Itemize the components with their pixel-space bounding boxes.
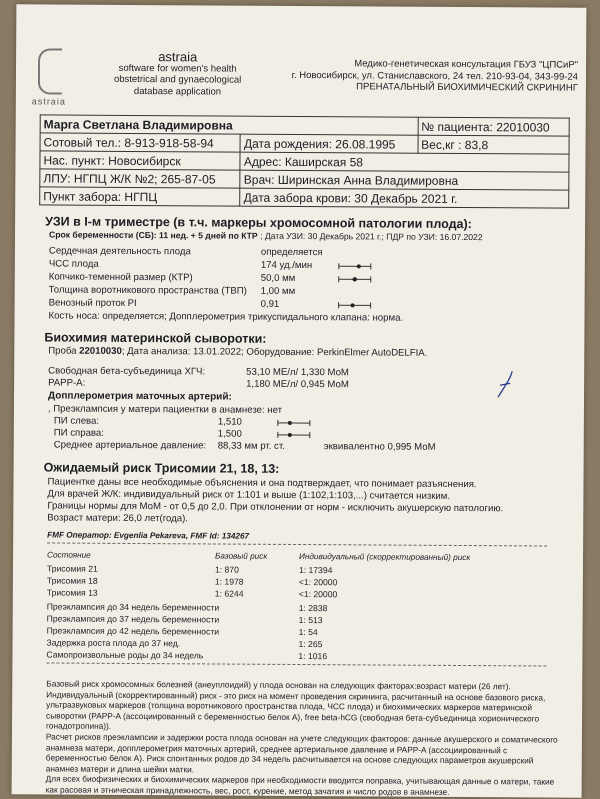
- astraia-logo: [30, 44, 94, 110]
- range-marker-icon: [337, 262, 373, 270]
- patient-info-table: [39, 114, 570, 208]
- lab-name: Медико-генетическая консультация ГБУЗ "ЦПСиР": [354, 58, 579, 71]
- risk-col-header: Индивидуальный (скорректированный) риск: [299, 552, 471, 563]
- patient-number: № пациента: 22010030: [418, 117, 570, 136]
- biochem-title: Биохимия материнской сыворотки:: [44, 330, 267, 346]
- risk-base: 1: 870: [214, 564, 239, 575]
- biochem-label: Свободная бета-субъединица ХГЧ:: [48, 365, 206, 378]
- doppler-anamnesis: , Преэклампсия у матери пациентки в анамнезе: нет: [47, 403, 283, 416]
- patient-city: Нас. пункт: Новосибирск: [40, 151, 241, 170]
- term-details: ; Дата УЗИ: 30 Декабрь 2021 г.; ПДР по УЗИ: 16.07.2022: [257, 230, 483, 243]
- risk-individual: 1: 54: [298, 627, 318, 638]
- risk-individual: 1: 17394: [298, 565, 333, 576]
- doppler-value: 1,500: [217, 428, 242, 440]
- pregnancy-term: [49, 229, 483, 242]
- risk-title: Ожидаемый риск Трисомии 21, 18, 13:: [43, 460, 280, 476]
- risk-text: Пациентке даны все необходимые объяснения и она подтверждает, что понимает разъяснения.: [47, 476, 477, 491]
- risk-col-header: Состояние: [47, 550, 91, 560]
- pressure-equivalent: эквивалентно 0,995 МоМ: [323, 441, 436, 453]
- term-label: Срок беременности (СБ): 11 нед. + 5 дней по КТР: [48, 229, 258, 241]
- range-marker-icon: [337, 275, 373, 283]
- us-label: Толщина воротникового пространства (ТВП): [48, 284, 247, 297]
- us-label: Копчико-теменной размер (КТР): [48, 271, 193, 284]
- us-value: 174 уд./мин: [260, 259, 313, 272]
- doppler-value: 1,510: [217, 416, 242, 428]
- doppler-label: ПИ справа:: [53, 427, 104, 439]
- us-value: определяется: [260, 246, 323, 259]
- us-value: 1,00 мм: [260, 285, 296, 297]
- brand-name: astraia: [158, 49, 198, 65]
- patient-address: Адрес: Каширская 58: [240, 152, 569, 172]
- pressure-value: 88,33 мм рт. ст.: [217, 440, 285, 452]
- risk-condition: Преэклампсия до 37 недель беременности: [46, 613, 220, 625]
- ultrasound-title: УЗИ в I-м триместре (в т.ч. маркеры хромосомной патологии плода):: [45, 214, 472, 232]
- tagline-line: software for women's health: [118, 62, 237, 75]
- risk-condition: Трисомия 18: [46, 575, 98, 586]
- sampling-point: Пункт забора: НГПЦ: [40, 187, 241, 206]
- risk-condition: Самопроизвольные роды до 34 недель: [46, 649, 204, 661]
- risk-text: Возраст матери: 26,0 лет(года).: [47, 512, 188, 525]
- us-label: Венозный проток PI: [48, 297, 137, 310]
- divider: [46, 662, 546, 666]
- sample-info: [48, 345, 427, 358]
- tagline-line: obstetrical and gynaecological: [113, 73, 242, 86]
- patient-weight: Вес,кг : 83,8: [418, 135, 570, 154]
- us-label: ЧСС плода: [48, 258, 99, 270]
- biochem-value: 1,180 МЕ/л/ 0,945 МоМ: [246, 378, 349, 391]
- footnote: Для всех биофизических и биохимических маркеров при необходимости вводится поправка, учитывающая данные о матери, такие как расовая и этническая принадлежность, вес, рост, курение, метод зачатия и число родов в анамнезе.: [45, 773, 555, 797]
- sample-prefix: Проба: [48, 345, 80, 357]
- us-value: 50,0 мм: [260, 272, 296, 284]
- risk-individual: 1: 265: [298, 639, 323, 650]
- biochem-label: PAPP-A:: [48, 377, 86, 389]
- us-label: Сердечная деятельность плода: [48, 245, 191, 258]
- us-note: Кость носа: определяется; Допплерометрия трикуспидального клапана: норма.: [48, 310, 404, 324]
- handwritten-mark-icon: [492, 369, 518, 399]
- software-tagline: [114, 51, 242, 98]
- range-marker-icon: [276, 419, 312, 427]
- risk-condition: Преэклампсия до 42 недель беременности: [46, 625, 220, 637]
- logo-text: astraia: [31, 96, 66, 107]
- risk-individual: <1: 20000: [298, 589, 338, 600]
- doppler-label: ПИ слева:: [53, 415, 100, 427]
- risk-col-header: Базовый риск: [215, 551, 268, 561]
- risk-text: Для врачей Ж/К: индивидуальный риск от 1:101 и выше (1:102,1:103,...) считается низким.: [47, 488, 451, 502]
- patient-name: Марга Светлана Владимировна: [40, 115, 418, 135]
- risk-individual: 1: 513: [298, 615, 323, 626]
- risk-individual: 1: 1016: [298, 651, 328, 662]
- fmf-operator: FMF Оператор: Evgenlia Pekareva, FMF Id: 134267: [47, 530, 250, 541]
- risk-individual: 1: 2838: [298, 603, 328, 614]
- us-value: 0,91: [260, 298, 280, 310]
- footnote: Расчет рисков преэклампсии и задержки роста плода основан на учете следующих факторов: данные акушерского и соматического анамнеза матери, допплерометрия маточных артерий, среднее артериальное давление и PAPP-A (ассоциированный с беременностью белок А). Риск спонтанных родов до 34 недель расчитывается на основе следующих параметров акушерский анамнез матери и длина шейки матки.: [45, 731, 558, 775]
- patient-dob: Дата рождения: 26.08.1995: [240, 134, 417, 153]
- patient-doctor: Врач: Ширинская Анна Владимировна: [240, 170, 569, 190]
- risk-condition: Трисомия 21: [46, 563, 98, 574]
- patient-phone: Сотовый тел.: 8-913-918-58-94: [40, 133, 241, 152]
- blood-draw-date: Дата забора крови: 30 Декабрь 2021 г.: [240, 188, 569, 208]
- logo-mark-icon: [38, 48, 62, 94]
- footnotes: [46, 678, 567, 797]
- lab-address: г. Новосибирск, ул. Станиславского, 24 тел. 210-93-04, 343-99-24: [291, 69, 579, 83]
- risk-text: Границы нормы для МоМ - от 0,5 до 2,0. При отклонении от норм - исключить акушерскую патологию.: [47, 500, 504, 515]
- report-page: [12, 4, 587, 797]
- risk-condition: Преэклампсия до 34 недель беременности: [46, 601, 220, 613]
- risk-individual: <1: 20000: [298, 577, 338, 588]
- risk-condition: Трисомия 13: [46, 587, 98, 598]
- footnote: Базовый риск хромосомных болезней (анеуплоидий) у плода основан на следующих факторах:возраст матери (26 лет). Индивидуальный (скорректированный) риск - это риск на момент проведения скрининга, расчитанный на основе базового риска, ультразвуковых маркеров (толщина воротникового пространства плода, ЧСС плода) и биохимических маркеров материнской сыворотки (PAPP-A (ассоциированный с беременностью белок А), free beta-hCG (свободная бета-субъединица хорионического гонадотропина)).: [45, 678, 546, 732]
- biochem-value: 53,10 МЕ/л/ 1,330 МоМ: [246, 366, 349, 379]
- sample-details: ; Дата анализа: 13.01.2022; Оборудование: PerkinElmer AutoDELFIA.: [121, 345, 428, 359]
- lab-header: [278, 58, 578, 94]
- pressure-label: Среднее артериальное давление:: [53, 439, 207, 452]
- doppler-title: Допплерометрия маточных артерий:: [47, 390, 232, 403]
- tagline-line: database application: [133, 85, 222, 98]
- risk-base: 1: 1978: [214, 576, 244, 587]
- range-marker-icon: [337, 301, 373, 309]
- range-marker-icon: [276, 431, 312, 439]
- report-type: ПРЕНАТАЛЬНЫЙ БИОХИМИЧЕСКИЙ СКРИНИНГ: [356, 81, 578, 94]
- divider: [47, 542, 547, 546]
- sample-number: 22010030: [79, 345, 122, 357]
- risk-base: 1: 6244: [214, 588, 244, 599]
- patient-lpu: ЛПУ: НГПЦ Ж/К №2; 265-87-05: [40, 169, 241, 188]
- risk-condition: Задержка роста плода до 37 нед.: [46, 637, 181, 649]
